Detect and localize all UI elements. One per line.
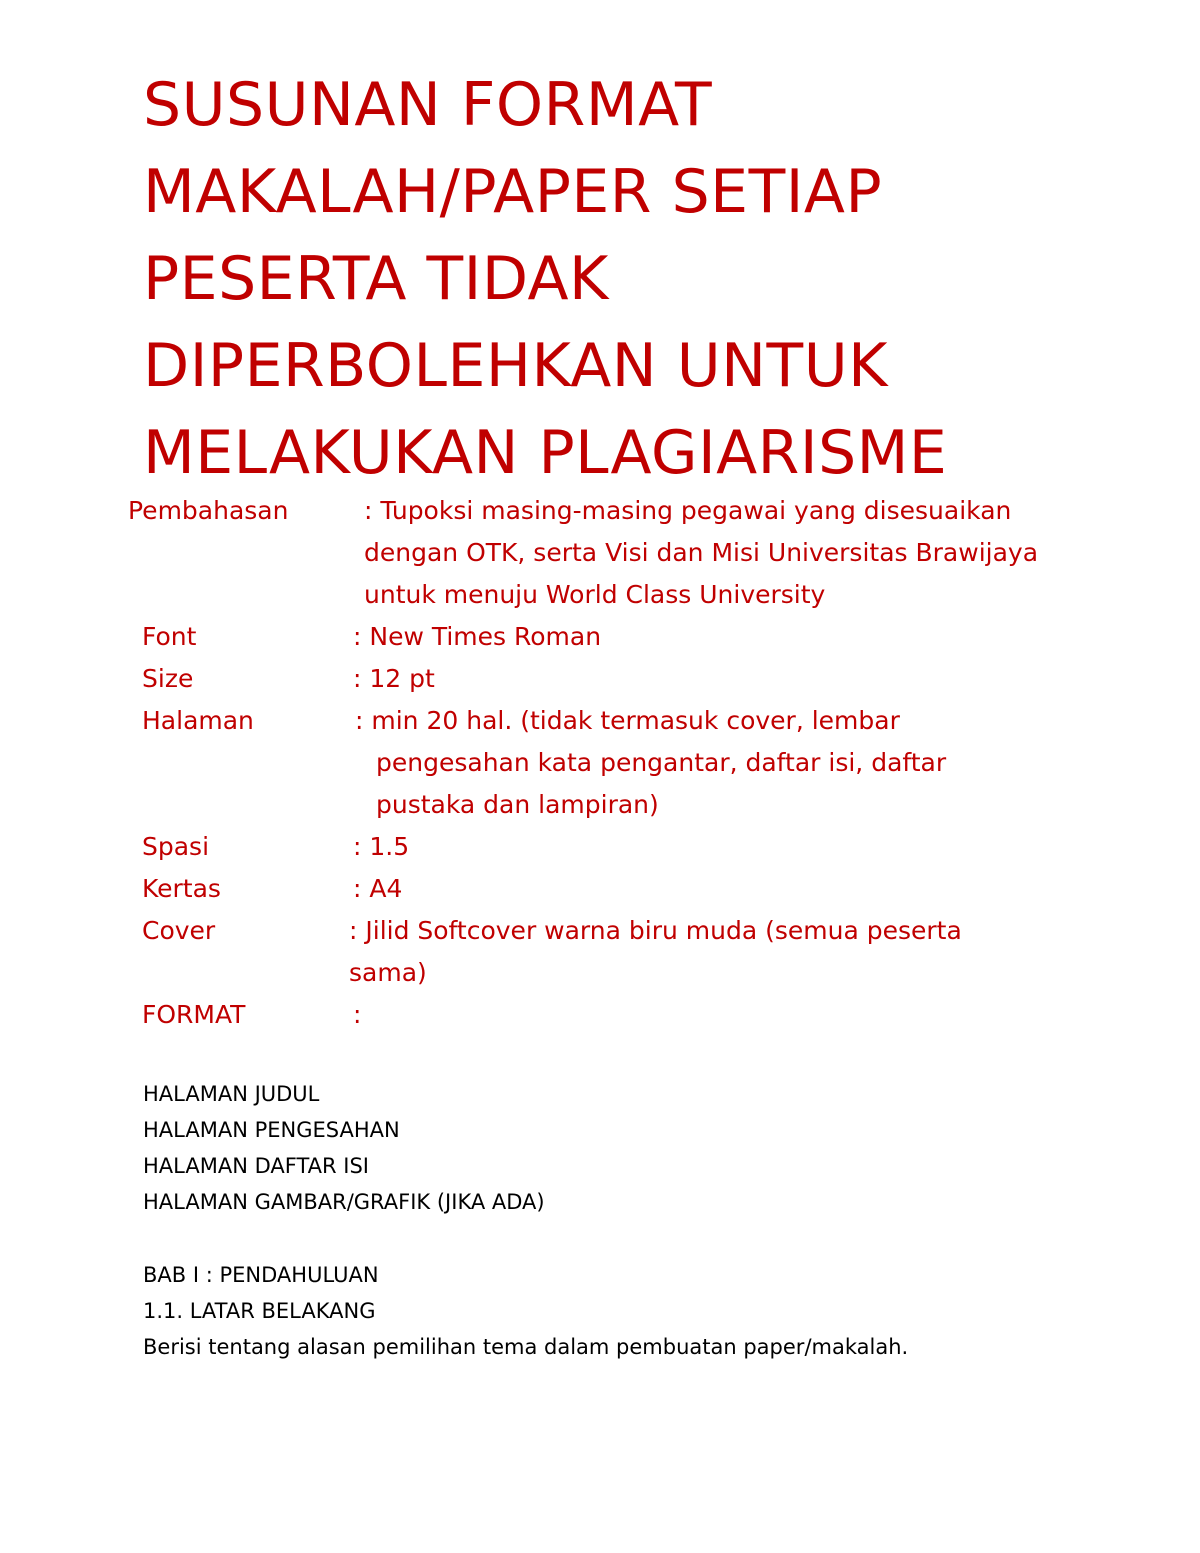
title-line: MAKALAH/PAPER SETIAP <box>143 157 883 227</box>
pembahasan-label: Pembahasan <box>128 496 289 525</box>
chapter-subheading: 1.1. LATAR BELAKANG <box>143 1299 376 1323</box>
chapter-heading: BAB I : PENDAHULUAN <box>143 1263 379 1287</box>
title-line: DIPERBOLEHKAN UNTUK <box>143 331 888 401</box>
kertas-label: Kertas <box>142 874 221 903</box>
front-matter-list <box>143 1076 545 1220</box>
size-value: : 12 pt <box>353 664 435 693</box>
format-label: FORMAT <box>142 1000 246 1029</box>
chapter-section <box>143 1257 908 1365</box>
spasi-value: : 1.5 <box>353 832 410 861</box>
title-line: SUSUNAN FORMAT <box>143 70 713 140</box>
cover-label: Cover <box>142 916 216 945</box>
halaman-label: Halaman <box>142 706 254 735</box>
spasi-label: Spasi <box>142 832 210 861</box>
halaman-value-line: pengesahan kata pengantar, daftar isi, daftar <box>376 748 947 777</box>
chapter-text: Berisi tentang alasan pemilihan tema dalam pembuatan paper/makalah. <box>143 1335 909 1359</box>
title-line: PESERTA TIDAK <box>143 244 609 314</box>
pembahasan-value-line: : Tupoksi masing-masing pegawai yang disesuaikan <box>364 496 1012 525</box>
font-label: Font <box>142 622 197 651</box>
size-label: Size <box>142 664 194 693</box>
cover-value-line: : Jilid Softcover warna biru muda (semua peserta <box>349 916 962 945</box>
list-item: HALAMAN DAFTAR ISI <box>143 1154 369 1178</box>
halaman-value-line: pustaka dan lampiran) <box>376 790 659 819</box>
font-value: : New Times Roman <box>353 622 602 651</box>
title-line: MELAKUKAN PLAGIARISME <box>143 418 948 488</box>
kertas-value: : A4 <box>353 874 403 903</box>
cover-value-line: sama) <box>349 958 427 987</box>
list-item: HALAMAN JUDUL <box>143 1082 320 1106</box>
format-value: : <box>353 1000 362 1029</box>
list-item: HALAMAN GAMBAR/GRAFIK (JIKA ADA) <box>143 1190 545 1214</box>
document-title <box>143 62 1143 497</box>
pembahasan-value-line: untuk menuju World Class University <box>364 580 826 609</box>
list-item: HALAMAN PENGESAHAN <box>143 1118 400 1142</box>
halaman-value-line: : min 20 hal. (tidak termasuk cover, lembar <box>355 706 900 735</box>
pembahasan-value-line: dengan OTK, serta Visi dan Misi Universitas Brawijaya <box>364 538 1039 567</box>
